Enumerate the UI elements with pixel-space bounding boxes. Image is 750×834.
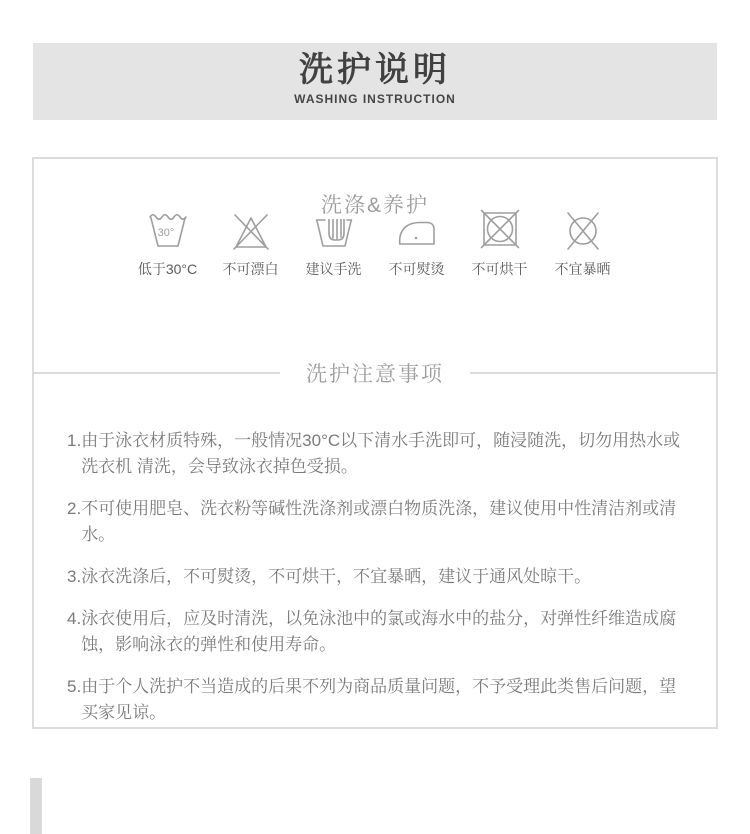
no-tumble-dry-icon (476, 205, 524, 253)
next-section-partial-edge (30, 778, 42, 834)
care-notes-section-title: 洗护注意事项 (280, 358, 470, 388)
care-item-no-tumble-dry (464, 205, 536, 279)
care-notes-list (34, 374, 716, 726)
care-item-label: 不可漂白 (222, 261, 279, 277)
wash-below-30-icon (144, 205, 192, 253)
care-item-wash-below-30 (132, 205, 204, 279)
care-item-label: 低于30°C (137, 261, 198, 277)
care-note-item (67, 428, 690, 480)
care-box (32, 157, 718, 729)
page-subtitle: WASHING INSTRUCTION (294, 91, 456, 106)
note-text: 泳衣洗涤后，不可熨烫，不可烘干，不宜暴晒，建议于通风处晾干。 (81, 567, 592, 586)
wash-care-section (34, 194, 716, 374)
note-number: 1. (67, 431, 82, 450)
note-number: 2. (67, 499, 82, 518)
care-item-label: 不可烘干 (471, 261, 528, 277)
note-number: 3. (67, 567, 82, 586)
note-text: 由于个人洗护不当造成的后果不列为商品质量问题，不予受理此类售后问题，望买家见谅。 (81, 677, 677, 722)
care-item-label: 不宜暴晒 (554, 261, 611, 277)
care-note-item (67, 496, 690, 548)
care-item-no-bleach (215, 205, 287, 279)
no-sun-exposure-icon (559, 205, 607, 253)
wash-temp-text: 30° (157, 227, 174, 239)
care-note-item (67, 674, 690, 726)
page-header (33, 43, 717, 120)
wash-care-section-title: 洗涤&养护 (295, 189, 455, 219)
note-number: 5. (67, 677, 82, 696)
page-title: 洗护说明 (299, 51, 451, 89)
care-item-no-sun (547, 205, 619, 279)
note-text: 不可使用肥皂、洗衣粉等碱性洗涤剂或漂白物质洗涤，建议使用中性清洁剂或清水。 (81, 499, 677, 544)
note-text: 由于泳衣材质特殊，一般情况30°C以下清水手洗即可，随浸随洗，切勿用热水或洗衣机 清洗，会导致泳衣掉色受损。 (81, 431, 681, 476)
note-number: 4. (67, 609, 82, 628)
care-item-label: 不可熨烫 (388, 261, 445, 277)
care-note-item (67, 606, 690, 658)
no-bleach-icon (227, 205, 275, 253)
care-item-label: 建议手洗 (305, 261, 362, 277)
care-note-item (67, 564, 690, 590)
care-notes-section (34, 363, 716, 773)
note-text: 泳衣使用后，应及时清洗，以免泳池中的氯或海水中的盐分，对弹性纤维造成腐蚀，影响泳衣的弹性和使用寿命。 (81, 609, 677, 654)
